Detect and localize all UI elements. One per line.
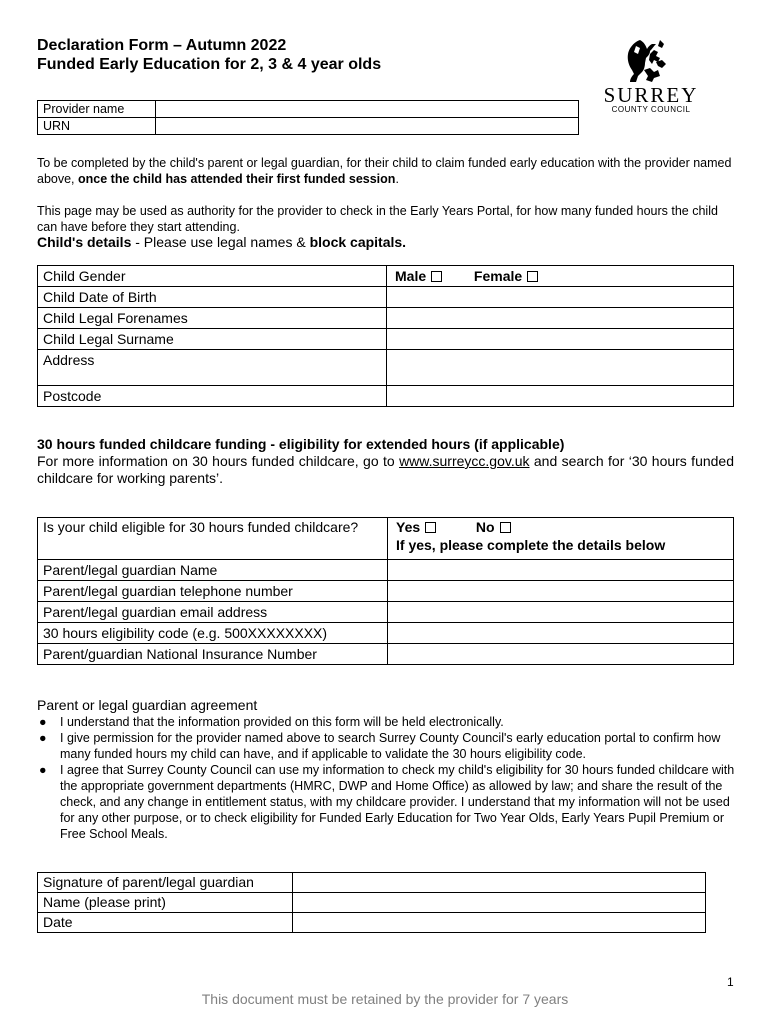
parent-phone-label: Parent/legal guardian telephone number <box>38 581 388 602</box>
childs-details-label: Child's details <box>37 234 132 250</box>
no-label: No <box>475 519 495 535</box>
agreement-list <box>37 714 737 842</box>
male-checkbox[interactable] <box>431 271 442 282</box>
table-row <box>38 873 706 893</box>
bullet-icon: ● <box>39 763 47 777</box>
intro-text: To be completed by the child's parent or legal guardian, for their child to claim funded early education with the provider named above, <box>37 156 732 186</box>
intro-bold-text: once the child has attended their first funded session <box>78 172 396 186</box>
logo-subtitle: COUNTY COUNCIL <box>611 105 691 114</box>
address-field[interactable] <box>387 350 734 386</box>
eligibility-code-label: 30 hours eligibility code (e.g. 500XXXXXXXX) <box>38 623 388 644</box>
table-row <box>38 308 734 329</box>
thirty-hours-section <box>37 436 734 487</box>
intro-period: . <box>395 172 399 186</box>
title-line-1: Declaration Form – Autumn 2022 <box>37 37 287 54</box>
eligibility-question: Is your child eligible for 30 hours funded childcare? <box>38 518 388 560</box>
male-label: Male <box>395 268 427 284</box>
child-details-table <box>37 265 734 407</box>
table-row <box>38 118 579 135</box>
signature-table <box>37 872 706 933</box>
table-row <box>38 350 734 386</box>
agreement-item-text: I understand that the information provided on this form will be held electronically. <box>60 715 504 729</box>
yes-label: Yes <box>396 519 421 535</box>
dob-field[interactable] <box>387 287 734 308</box>
agreement-item-text: I agree that Surrey County Council can use my information to check my child's eligibility for 30 hours funded childcare with the appropriate government departments (HMRC, DWP and Home Office) as allowed by law; and share the result of the check, and any change in entitlement status, with my childcare provider. I understand that my information will not be used for any other purpose, or to check eligibility for Funded Early Education for Two Year Olds, Early Years Pupil Premium or Free School Meals. <box>60 763 735 841</box>
female-checkbox[interactable] <box>527 271 538 282</box>
table-row <box>38 386 734 407</box>
eligibility-note: If yes, please complete the details below <box>396 537 666 553</box>
urn-field[interactable] <box>156 118 579 135</box>
postcode-field[interactable] <box>387 386 734 407</box>
gender-options <box>387 266 734 287</box>
forenames-field[interactable] <box>387 308 734 329</box>
childs-details-heading <box>37 234 737 250</box>
childs-details-instruction: - Please use legal names & <box>131 234 310 250</box>
provider-name-label: Provider name <box>38 101 156 118</box>
stag-icon <box>596 36 706 86</box>
address-label: Address <box>38 350 387 386</box>
urn-label: URN <box>38 118 156 135</box>
surname-label: Child Legal Surname <box>38 329 387 350</box>
parent-email-field[interactable] <box>388 602 734 623</box>
date-field[interactable] <box>293 913 706 933</box>
table-row <box>38 266 734 287</box>
thirty-info-text: For more information on 30 hours funded childcare, go to <box>37 453 400 469</box>
ni-number-field[interactable] <box>388 644 734 665</box>
bullet-icon: ● <box>39 731 47 745</box>
surrey-logo <box>596 36 706 116</box>
yes-checkbox[interactable] <box>425 522 436 533</box>
dob-label: Child Date of Birth <box>38 287 387 308</box>
signature-field[interactable] <box>293 873 706 893</box>
table-row <box>38 287 734 308</box>
table-row <box>38 560 734 581</box>
table-row <box>38 913 706 933</box>
footer-note: This document must be retained by the provider for 7 years <box>201 991 569 1007</box>
table-row <box>38 602 734 623</box>
table-row <box>38 518 734 560</box>
parent-email-label: Parent/legal guardian email address <box>38 602 388 623</box>
agreement-section <box>37 696 737 842</box>
parent-name-field[interactable] <box>388 560 734 581</box>
surname-field[interactable] <box>387 329 734 350</box>
date-label: Date <box>38 913 293 933</box>
female-label: Female <box>473 268 523 284</box>
parent-phone-field[interactable] <box>388 581 734 602</box>
list-item <box>37 730 737 762</box>
parent-name-label: Parent/legal guardian Name <box>38 560 388 581</box>
table-row <box>38 623 734 644</box>
table-row <box>38 581 734 602</box>
agreement-heading: Parent or legal guardian agreement <box>37 697 258 713</box>
surreycc-link[interactable]: www.surreycc.gov.uk <box>399 453 530 469</box>
page-number: 1 <box>727 975 734 989</box>
table-row <box>38 101 579 118</box>
intro-paragraph-2: This page may be used as authority for the provider to check in the Early Years Portal, for how many funded hours the child can have before they start attending. <box>37 204 718 234</box>
list-item <box>37 762 737 842</box>
print-name-label: Name (please print) <box>38 893 293 913</box>
logo-wordmark: SURREY <box>603 83 699 107</box>
list-item <box>37 714 737 730</box>
title-line-2: Funded Early Education for 2, 3 & 4 year olds <box>37 56 382 73</box>
eligibility-table <box>37 517 734 665</box>
eligibility-options <box>388 518 734 560</box>
no-checkbox[interactable] <box>500 522 511 533</box>
thirty-hours-info <box>37 453 734 487</box>
child-gender-label: Child Gender <box>38 266 387 287</box>
intro-paragraph-1 <box>37 155 737 187</box>
signature-label: Signature of parent/legal guardian <box>38 873 293 893</box>
bullet-icon: ● <box>39 715 47 729</box>
postcode-label: Postcode <box>38 386 387 407</box>
table-row <box>38 644 734 665</box>
table-row <box>38 893 706 913</box>
table-row <box>38 329 734 350</box>
print-name-field[interactable] <box>293 893 706 913</box>
agreement-item-text: I give permission for the provider named above to search Surrey County Council's early education portal to confirm how many funded hours my child can have, and if applicable to validate the 30 hours eligibility code. <box>60 731 721 761</box>
thirty-hours-heading: 30 hours funded childcare funding - eligibility for extended hours (if applicable) <box>37 436 565 452</box>
provider-name-field[interactable] <box>156 101 579 118</box>
provider-table <box>37 100 579 135</box>
ni-number-label: Parent/guardian National Insurance Number <box>38 644 388 665</box>
page-title <box>37 36 381 74</box>
forenames-label: Child Legal Forenames <box>38 308 387 329</box>
block-capitals-text: block capitals. <box>309 234 407 250</box>
thirty-info-text-end: and search for ‘30 hours funded childcare for working parents’. <box>37 453 735 486</box>
eligibility-code-field[interactable] <box>388 623 734 644</box>
